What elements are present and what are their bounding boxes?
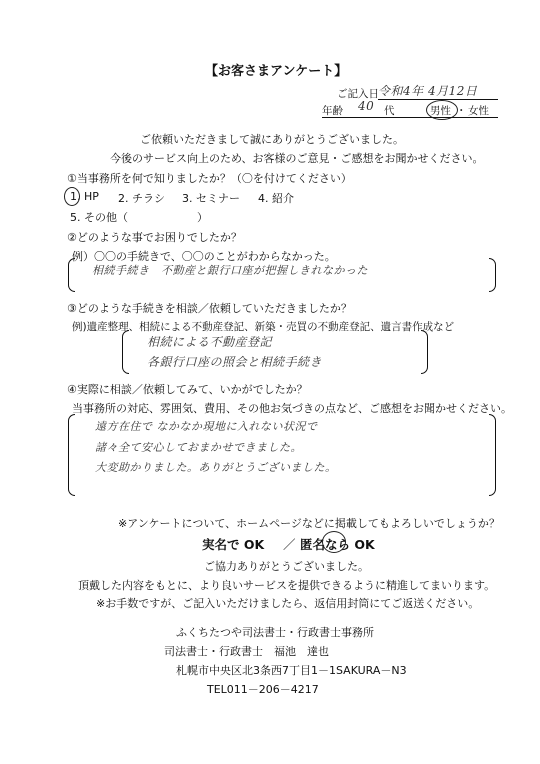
intro-line-1: ご依頼いただきまして誠にありがとうございました。	[140, 133, 404, 146]
gender-separator: ・	[456, 105, 467, 117]
office-address: 札幌市中央区北3条西7丁目1－1SAKURA－N3	[176, 664, 407, 677]
q4-bracket-left	[68, 414, 75, 496]
q2-bracket-right	[489, 258, 496, 292]
age-label: 年齢	[322, 105, 343, 117]
date-label: ご記入日	[337, 88, 379, 100]
q1-option-other: 5. その他（	[70, 211, 128, 224]
q3-question: ③どのような手続きを相談／依頼していただきましたか？	[67, 302, 352, 315]
q4-answer-2: 諸々全て安心しておまかせできました。	[95, 441, 302, 454]
date-value: 令和4年 4月12日	[378, 82, 498, 100]
survey-title: 【お客さまアンケート】	[205, 64, 348, 79]
gender-male: 男性	[430, 105, 451, 117]
q2-answer: 相続手続き 不動産と銀行口座が把握しきれなかった	[92, 264, 368, 277]
q3-bracket-right	[421, 330, 428, 374]
office-person: 司法書士・行政書士 福池 達也	[164, 645, 329, 658]
q1-option-flyer: 2. チラシ	[118, 192, 165, 205]
age-suffix: 代	[384, 105, 395, 117]
age-value: 40	[358, 99, 375, 113]
q3-answer-2: 各銀行口座の照会と相続手続き	[147, 355, 323, 369]
closing-line-1: 頂戴した内容をもとに、より良いサービスを提供できるように精進してまいります。	[78, 579, 496, 592]
q1-option-hp: 1. HP	[70, 190, 99, 203]
consent-slash: ／	[283, 537, 296, 552]
q2-question: ②どのような事でお困りでしたか？	[67, 231, 242, 244]
q1-option-referral: 4. 紹介	[258, 192, 294, 205]
q2-bracket-left	[68, 258, 75, 292]
q1-other-close: ）	[197, 211, 208, 224]
intro-line-2: 今後のサービス向上のため、お客様のご意見・ご感想をお聞かせください。	[110, 152, 484, 165]
closing-thanks: ご協力ありがとうございました。	[204, 560, 369, 573]
gender-female: 女性	[468, 105, 489, 117]
q3-example: 例)遺産整理、相続による不動産登記、新築・売買の不動産登記、遺言書作成など	[72, 321, 455, 333]
consent-anonymous-ok: 匿名なら OK	[300, 537, 375, 552]
hp-selection-circle	[64, 187, 80, 206]
anonymous-selection-circle	[322, 531, 346, 553]
q1-option-seminar: 3. セミナー	[182, 192, 240, 205]
q4-answer-1: 遠方在住で なかなか現地に入れない状況で	[95, 420, 318, 433]
q3-bracket-left	[122, 330, 129, 374]
q4-bracket-right	[489, 414, 496, 496]
q1-question: ①当事務所を何で知りましたか？（〇を付けてください）	[67, 172, 352, 185]
q4-answer-3: 大変助かりました。ありがとうございました。	[95, 461, 337, 474]
consent-real-name-ok: 実名で OK	[202, 537, 265, 552]
consent-question: ※アンケートについて、ホームページなどに掲載してもよろしいでしょうか？	[118, 517, 500, 530]
office-tel: TEL011－206－4217	[207, 683, 319, 696]
office-name: ふくちたつや司法書士・行政書士事務所	[176, 626, 374, 639]
q4-question: ④実際に相談／依頼してみて、いかがでしたか？	[67, 383, 308, 396]
age-underline	[322, 117, 498, 118]
q3-answer-1: 相続による不動産登記	[147, 335, 273, 349]
q2-example: 例）〇〇の手続きで、〇〇のことがわからなかった。	[72, 250, 336, 263]
q4-example: 当事務所の対応、雰囲気、費用、その他お気づきの点など、ご感想をお聞かせください。	[72, 402, 512, 415]
closing-line-2: ※お手数ですが、ご記入いただけましたら、返信用封筒にてご返送ください。	[96, 597, 480, 610]
